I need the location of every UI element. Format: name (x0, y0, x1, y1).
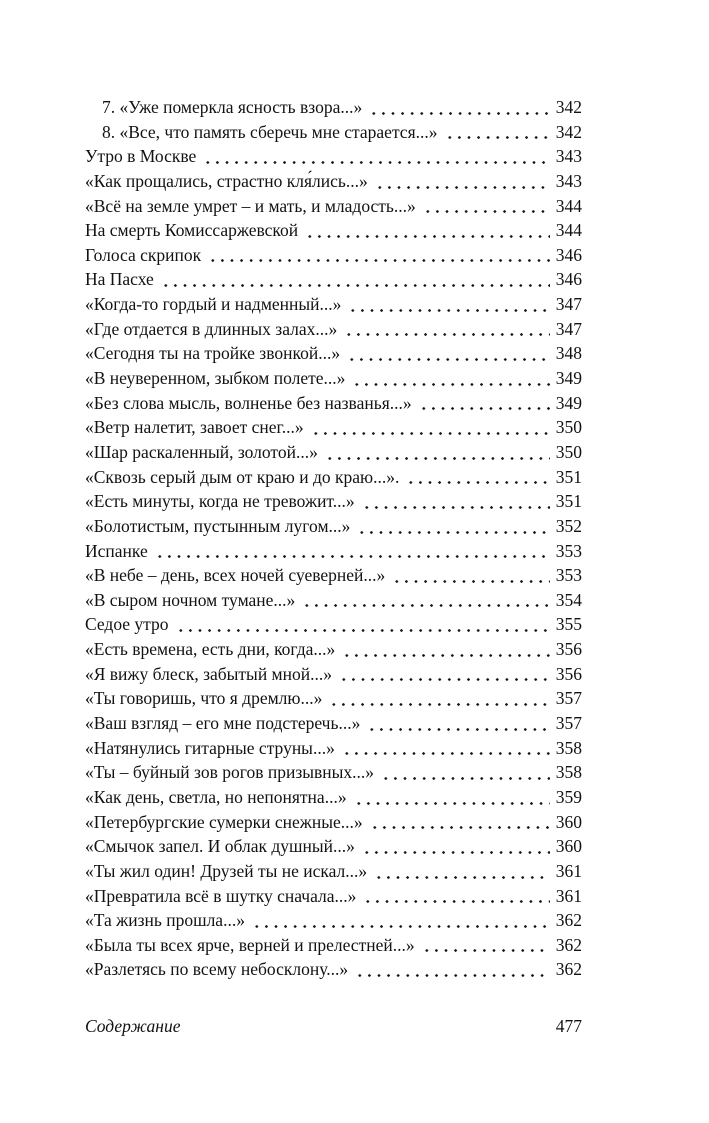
dot-leader (345, 341, 552, 366)
dot-leader (360, 489, 552, 514)
toc-entry-page: 362 (555, 934, 582, 955)
toc-row (85, 760, 582, 785)
toc-entry-title: «Превратила всё в шутку сначала...» (85, 885, 357, 906)
toc-entry-page: 362 (555, 959, 582, 980)
toc-row (85, 465, 582, 490)
dot-leader (404, 465, 552, 490)
dot-leader (352, 785, 552, 810)
toc-entry-page: 342 (555, 97, 582, 117)
dot-leader (420, 933, 552, 958)
dot-leader (365, 711, 552, 736)
dot-leader (323, 440, 552, 465)
toc-entry-title: «Ты – буйный зов рогов призывных...» (85, 762, 375, 783)
toc-entry-title: «Петербургские сумерки снежные...» (85, 811, 363, 832)
toc-entry-page: 358 (555, 762, 582, 783)
toc-list (85, 95, 582, 982)
toc-entry-title: «Сегодня ты на тройке звонкой...» (85, 343, 341, 364)
dot-leader (309, 415, 552, 440)
toc-row (85, 489, 582, 514)
dot-leader (367, 95, 552, 120)
toc-row (85, 218, 582, 243)
toc-entry-page: 349 (555, 392, 582, 413)
toc-row (85, 292, 582, 317)
dot-leader (153, 539, 552, 564)
toc-entry-title: «Где отдается в длинных залах...» (85, 318, 338, 339)
dot-leader (373, 169, 552, 194)
toc-row (85, 859, 582, 884)
toc-row (85, 884, 582, 909)
toc-row (85, 637, 582, 662)
toc-row (85, 612, 582, 637)
toc-entry-title: Седое утро (85, 614, 169, 635)
toc-entry-page: 343 (555, 170, 582, 191)
dot-leader (159, 267, 552, 292)
dot-leader (390, 563, 552, 588)
toc-entry-page: 344 (555, 220, 582, 241)
toc-entry-title: На Пасхе (85, 269, 154, 290)
toc-entry-page: 357 (555, 688, 582, 709)
toc-row (85, 267, 582, 292)
toc-entry-page: 356 (555, 663, 582, 684)
toc-row (85, 736, 582, 761)
toc-entry-page: 347 (555, 294, 582, 315)
dot-leader (417, 391, 552, 416)
toc-entry-page: 344 (555, 195, 582, 216)
toc-entry-title: «Смычок запел. И облак душный...» (85, 836, 355, 857)
toc-row (85, 662, 582, 687)
toc-entry-title: Утро в Москве (85, 146, 197, 167)
dot-leader (368, 810, 552, 835)
toc-entry-page: 348 (555, 343, 582, 364)
dot-leader (361, 884, 552, 909)
dot-leader (353, 957, 552, 982)
toc-entry-title: «Как прощались, страстно кля́лись...» (85, 170, 368, 191)
toc-entry-page: 355 (555, 614, 582, 635)
toc-entry-title: На смерть Комиссаржевской (85, 220, 299, 241)
toc-row (85, 711, 582, 736)
toc-entry-title: «Ваш взгляд – его мне подстеречь...» (85, 713, 361, 734)
toc-entry-title: «Ветр налетит, завоет снег...» (85, 417, 304, 438)
toc-entry-title: «Без слова мысль, волненье без названья...» (85, 392, 412, 413)
dot-leader (300, 588, 552, 613)
toc-entry-page: 346 (555, 269, 582, 290)
toc-entry-page: 354 (555, 589, 582, 610)
toc-row (85, 539, 582, 564)
toc-entry-page: 353 (555, 565, 582, 586)
toc-entry-page: 358 (555, 737, 582, 758)
dot-leader (337, 662, 552, 687)
toc-row (85, 908, 582, 933)
toc-entry-page: 360 (555, 811, 582, 832)
toc-row (85, 834, 582, 859)
toc-row (85, 440, 582, 465)
toc-row (85, 366, 582, 391)
dot-leader (355, 514, 552, 539)
dot-leader (174, 612, 552, 637)
toc-row (85, 957, 582, 982)
toc-entry-title: «Ты жил один! Друзей ты не искал...» (85, 860, 368, 881)
dot-leader (379, 760, 552, 785)
toc-entry-title: «Как день, светла, но непонятна...» (85, 786, 347, 807)
toc-entry-title: «Натянулись гитарные струны...» (85, 737, 335, 758)
dot-leader (250, 908, 552, 933)
toc-entry-page: 361 (555, 885, 582, 906)
toc-row (85, 243, 582, 268)
toc-entry-page: 359 (555, 786, 582, 807)
toc-entry-title: «Ты говоришь, что я дремлю...» (85, 688, 323, 709)
toc-entry-title: 8. «Все, что память сберечь мне старается...» (102, 121, 438, 142)
dot-leader (360, 834, 552, 859)
toc-row (85, 95, 582, 120)
toc-entry-title: «В неуверенном, зыбком полете...» (85, 368, 346, 389)
dot-leader (327, 686, 552, 711)
dot-leader (340, 637, 552, 662)
toc-row (85, 785, 582, 810)
toc-row (85, 686, 582, 711)
toc-row (85, 415, 582, 440)
dot-leader (342, 317, 552, 342)
toc-row (85, 588, 582, 613)
toc-entry-page: 360 (555, 836, 582, 857)
toc-entry-title: «В сыром ночном тумане...» (85, 589, 296, 610)
toc-entry-page: 350 (555, 441, 582, 462)
toc-entry-title: «Была ты всех ярче, верней и прелестней...» (85, 934, 415, 955)
toc-entry-title: «Разлетясь по всему небосклону...» (85, 959, 349, 980)
toc-entry-page: 357 (555, 713, 582, 734)
toc-entry-title: «Та жизнь прошла...» (85, 910, 245, 931)
toc-entry-page: 351 (555, 466, 582, 487)
toc-row (85, 169, 582, 194)
dot-leader (303, 218, 552, 243)
dot-leader (421, 194, 552, 219)
toc-entry-page: 361 (555, 860, 582, 881)
toc-row (85, 341, 582, 366)
toc-row (85, 933, 582, 958)
toc-entry-title: Голоса скрипок (85, 244, 202, 265)
toc-entry-page: 347 (555, 318, 582, 339)
toc-entry-title: «В небе – день, всех ночей суеверней...» (85, 565, 386, 586)
toc-entry-title: «Есть времена, есть дни, когда...» (85, 639, 336, 660)
dot-leader (206, 243, 552, 268)
dot-leader (340, 736, 552, 761)
toc-row (85, 317, 582, 342)
toc-row (85, 563, 582, 588)
toc-entry-page: 346 (555, 244, 582, 265)
dot-leader (201, 144, 552, 169)
toc-entry-title: «Когда-то гордый и надменный...» (85, 294, 342, 315)
toc-entry-title: Испанке (85, 540, 148, 561)
toc-entry-page: 362 (555, 910, 582, 931)
toc-row (85, 810, 582, 835)
toc-entry-page: 353 (555, 540, 582, 561)
dot-leader (346, 292, 552, 317)
toc-entry-title: 7. «Уже померкла ясность взора...» (102, 97, 363, 117)
toc-row (85, 194, 582, 219)
toc-entry-title: «Сквозь серый дым от краю и до краю...». (85, 466, 400, 487)
dot-leader (372, 859, 552, 884)
toc-row (85, 391, 582, 416)
toc-row (85, 120, 582, 145)
toc-entry-page: 350 (555, 417, 582, 438)
footer (85, 1013, 582, 1039)
toc-entry-title: «Болотистым, пустынным лугом...» (85, 515, 351, 536)
dot-leader (350, 366, 552, 391)
toc-entry-page: 343 (555, 146, 582, 167)
toc-entry-page: 349 (555, 368, 582, 389)
footer-section-label: Содержание (85, 1016, 181, 1036)
dot-leader (443, 120, 553, 145)
footer-page-number: 477 (555, 1016, 582, 1036)
toc-entry-page: 356 (555, 639, 582, 660)
toc-entry-page: 351 (555, 491, 582, 512)
toc-row (85, 514, 582, 539)
toc-entry-title: «Я вижу блеск, забытый мной...» (85, 663, 332, 684)
toc-entry-title: «Есть минуты, когда не тревожит...» (85, 491, 355, 512)
toc-row (85, 144, 582, 169)
toc-entry-page: 352 (555, 515, 582, 536)
toc-entry-page: 342 (555, 121, 582, 142)
toc-entry-title: «Всё на земле умрет – и мать, и младость...» (85, 195, 416, 216)
toc-entry-title: «Шар раскаленный, золотой...» (85, 441, 318, 462)
